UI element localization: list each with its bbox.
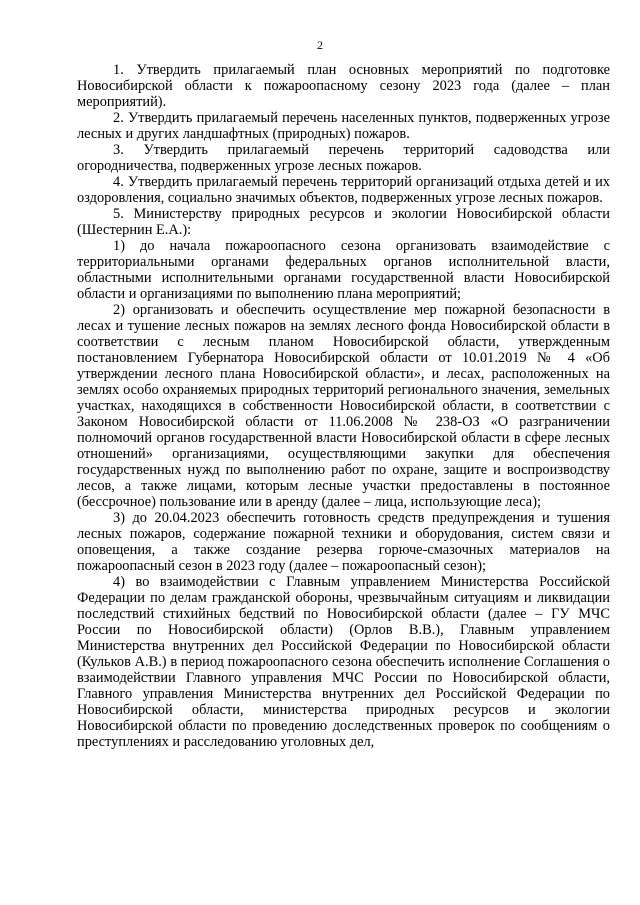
- paragraph-item-2: 2. Утвердить прилагаемый перечень населенных пунктов, подверженных угрозе лесных и других ландшафтных (природных) пожаров.: [77, 110, 610, 142]
- paragraph-item-3: 3. Утвердить прилагаемый перечень территорий садоводства или огородничества, подверженных угрозе лесных пожаров.: [77, 142, 610, 174]
- paragraph-item-5: 5. Министерству природных ресурсов и экологии Новосибирской области (Шестернин Е.А.):: [77, 206, 610, 238]
- subparagraph-4: 4) во взаимодействии с Главным управлением Министерства Российской Федерации по делам гражданской обороны, чрезвычайным ситуациям и ликвидации последствий стихийных бедствий по Новосибирской области (далее – ГУ МЧС России по Новосибирской области) (Орлов В.В.), Главным управлением Министерства внутренних дел Российской Федерации по Новосибирской области (Кульков А.В.) в период пожароопасного сезона обеспечить исполнение Соглашения о взаимодействии Главного управления МЧС России по Новосибирской области, Главного управления Министерства внутренних дел Российской Федерации по Новосибирской области, министерства природных ресурсов и экологии Новосибирской области по проведению доследственных проверок по сообщениям о преступлениях и расследованию уголовных дел,: [77, 574, 610, 750]
- subparagraph-3: 3) до 20.04.2023 обеспечить готовность средств предупреждения и тушения лесных пожаров, содержание пожарной техники и оборудования, систем связи и оповещения, а также создание резерва горюче-смазочных материалов на пожароопасный сезон в 2023 году (далее – пожароопасный сезон);: [77, 510, 610, 574]
- paragraph-item-4: 4. Утвердить прилагаемый перечень территорий организаций отдыха детей и их оздоровления, социально значимых объектов, подверженных угрозе лесных пожаров.: [77, 174, 610, 206]
- subparagraph-1: 1) до начала пожароопасного сезона организовать взаимодействие с территориальными органами федеральных органов исполнительной власти, областными исполнительными органами государственной власти Новосибирской области и организациями по выполнению плана мероприятий;: [77, 238, 610, 302]
- page-number: 2: [317, 38, 323, 52]
- document-body: [77, 62, 610, 750]
- paragraph-item-1: 1. Утвердить прилагаемый план основных мероприятий по подготовке Новосибирской области к пожароопасному сезону 2023 года (далее – план мероприятий).: [77, 62, 610, 110]
- subparagraph-2: 2) организовать и обеспечить осуществление мер пожарной безопасности в лесах и тушение лесных пожаров на землях лесного фонда Новосибирской области в соответствии с лесным планом Новосибирской области, утвержденным постановлением Губернатора Новосибирской области от 10.01.2019 № 4 «Об утверждении лесного плана Новосибирской области», и лесах, расположенных на землях особо охраняемых природных территорий регионального значения, земельных участках, находящихся в собственности Новосибирской области, в соответствии с Законом Новосибирской области от 11.06.2008 № 238-ОЗ «О разграничении полномочий органов государственной власти Новосибирской области в сфере лесных отношений» организациями, осуществляющими закупки для обеспечения государственных нужд по выполнению работ по охране, защите и воспроизводству лесов, а также лицами, которым лесные участки предоставлены в постоянное (бессрочное) пользование или в аренду (далее – лица, использующие леса);: [77, 302, 610, 510]
